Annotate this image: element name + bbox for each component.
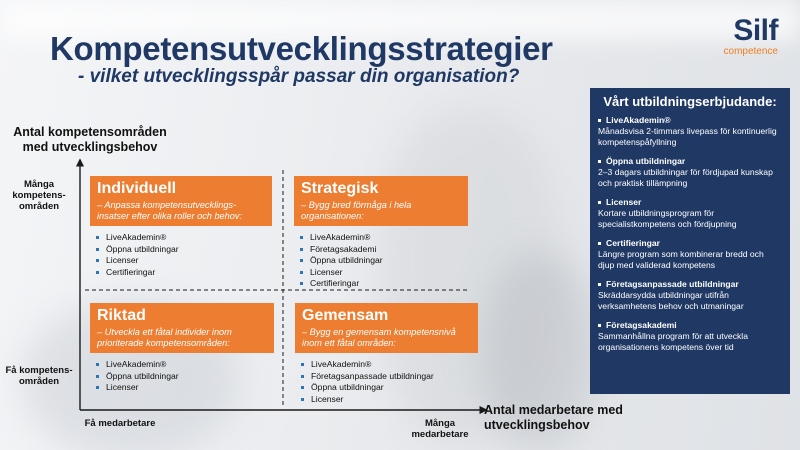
list-item: LiveAkademin®: [311, 359, 478, 371]
quadrant-header: [294, 176, 468, 226]
list-item: Licenser: [311, 394, 478, 406]
offer-item: [598, 115, 782, 148]
quadrant-title: Individuell: [97, 180, 177, 197]
quadrant-individuell: [90, 176, 272, 278]
list-item: Företagsanpassade utbildningar: [311, 371, 478, 383]
list-item: LiveAkademin®: [310, 232, 468, 244]
offer-description: Månadsvisa 2-timmars livepass för kontinuerlig kompetenspåfyllning: [598, 126, 777, 147]
quadrant-title: Riktad: [97, 307, 146, 324]
offer-description: Sammanhållna program för att utveckla organisationens kompetens över tid: [598, 331, 748, 352]
quadrant-title: Gemensam: [302, 307, 389, 324]
offer-name: LiveAkademin®: [598, 115, 782, 126]
list-item: Företagsakademi: [310, 244, 468, 256]
offer-item: [598, 320, 782, 353]
y-axis-low-label: Få kompetens-områden: [5, 365, 73, 387]
logo-subtext: competence: [723, 46, 778, 57]
page-subtitle: - vilket utvecklingsspår passar din organisation?: [78, 66, 520, 87]
list-item: Öppna utbildningar: [311, 382, 478, 394]
list-item: Certifieringar: [106, 267, 272, 279]
list-item: Öppna utbildningar: [310, 255, 468, 267]
list-item: Öppna utbildningar: [106, 244, 272, 256]
offer-description: Skräddarsydda utbildningar utifrån verksamhetens behov och utmaningar: [598, 290, 744, 311]
offer-name: Öppna utbildningar: [598, 156, 782, 167]
quadrant-description: – Bygg bred förmåga i hela organisationen:: [301, 200, 412, 221]
quadrant-header: [90, 303, 274, 353]
offer-panel: [590, 88, 790, 394]
offer-name: Företagsanpassade utbildningar: [598, 279, 782, 290]
y-axis-title: Antal kompetensområden med utvecklingsbehov: [13, 125, 167, 154]
quadrant-header: [90, 176, 272, 226]
x-axis-title: Antal medarbetare med utvecklingsbehov: [484, 403, 623, 432]
list-item: LiveAkademin®: [106, 232, 272, 244]
offer-item: [598, 197, 782, 230]
list-item: Licenser: [310, 267, 468, 279]
list-item: Licenser: [106, 255, 272, 267]
offer-name: Licenser: [598, 197, 782, 208]
offer-panel-title: Vårt utbildningserbjudande:: [603, 94, 777, 109]
x-axis-low-label: Få medarbetare: [84, 418, 156, 429]
offer-description: 2–3 dagars utbildningar för fördjupad kunskap och praktisk tillämpning: [598, 167, 773, 188]
quadrant-offer-list: [90, 359, 274, 394]
page-title: Kompetensutvecklingsstrategier: [50, 30, 553, 67]
offer-item: [598, 156, 782, 189]
x-axis-high-label: Många medarbetare: [411, 418, 469, 440]
quadrant-offer-list: [295, 359, 478, 405]
quadrant-strategisk: [294, 176, 468, 290]
quadrant-description: – Utveckla ett fåtal individer inom prioriterade kompetensområden:: [97, 327, 232, 348]
list-item: LiveAkademin®: [106, 359, 274, 371]
y-axis-high-label: Många kompetens-områden: [12, 179, 66, 212]
list-item: Certifieringar: [310, 278, 468, 290]
offer-name: Certifieringar: [598, 238, 782, 249]
quadrant-offer-list: [90, 232, 272, 278]
quadrant-description: – Bygg en gemensam kompetensnivå inom ett fåtal områden:: [302, 327, 456, 348]
quadrant-gemensam: [295, 303, 478, 405]
quadrant-header: [295, 303, 478, 353]
offer-name: Företagsakademi: [598, 320, 782, 331]
offer-description: Kortare utbildningsprogram för specialistkompetens och fördjupning: [598, 208, 737, 229]
offer-description: Längre program som kombinerar bredd och djup med validerad kompetens: [598, 249, 764, 270]
list-item: Licenser: [106, 382, 274, 394]
quadrant-description: – Anpassa kompetensutvecklings-insatser efter olika roller och behov:: [97, 200, 243, 221]
quadrant-title: Strategisk: [301, 180, 379, 197]
offer-item: [598, 279, 782, 312]
logo-wordmark: Silf: [733, 14, 778, 47]
quadrant-riktad: [90, 303, 274, 394]
offer-item: [598, 238, 782, 271]
list-item: Öppna utbildningar: [106, 371, 274, 383]
quadrant-offer-list: [294, 232, 468, 290]
